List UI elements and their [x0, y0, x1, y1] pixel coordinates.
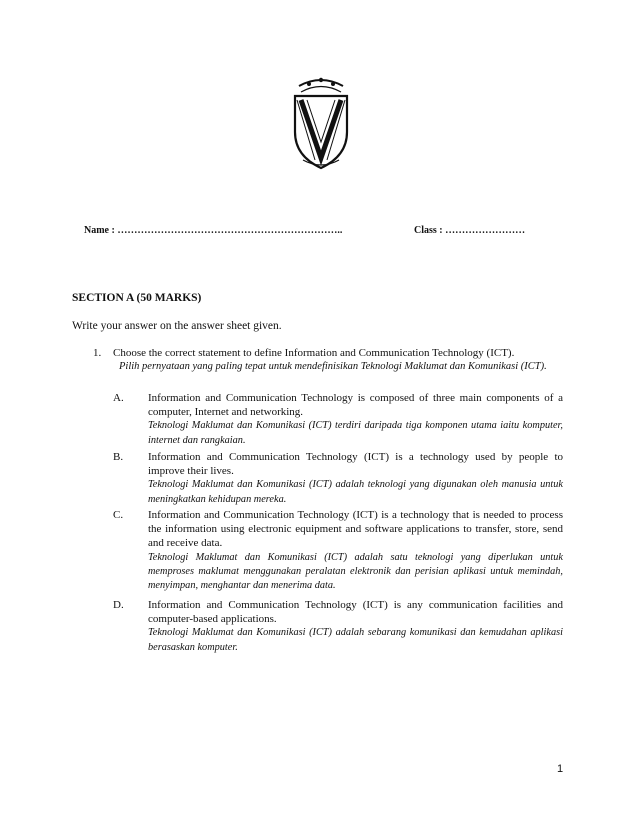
school-crest-logo	[285, 72, 357, 172]
question-text: Choose the correct statement to define Information and Communication Technology (ICT).	[113, 347, 515, 359]
option-letter: A.	[113, 392, 124, 404]
question-translation: Pilih pernyataan yang paling tepat untuk mendefinisikan Teknologi Maklumat dan Komunikasi (ICT).	[119, 361, 547, 372]
option-text-english: Information and Communication Technology (ICT) is a technology that is needed to process the information using electronic equipment and software applications to transfer, store, send and receive data.	[148, 509, 563, 550]
section-title: SECTION A (50 MARKS)	[72, 292, 202, 304]
option-text-english: Information and Communication Technology (ICT) is a technology used by people to improve their lives.	[148, 451, 563, 478]
option-text-english: Information and Communication Technology (ICT) is any communication facilities and computer-based applications.	[148, 599, 563, 626]
option-text-malay: Teknologi Maklumat dan Komunikasi (ICT) adalah satu teknologi yang diperlukan untuk memproses maklumat menggunakan peralatan elektronik dan perisian aplikasi untuk memindah, menyimpan, menghantar dan menerima data.	[148, 551, 563, 592]
question-number: 1.	[93, 347, 102, 359]
option-text-malay: Teknologi Maklumat dan Komunikasi (ICT) adalah sebarang komunikasi dan kemudahan aplikasi berasaskan komputer.	[148, 627, 563, 653]
option-letter: D.	[113, 599, 124, 611]
option-letter: C.	[113, 509, 124, 521]
option-text-malay: Teknologi Maklumat dan Komunikasi (ICT) adalah teknologi yang digunakan oleh manusia untuk meningkatkan kehidupan mereka.	[148, 479, 563, 505]
class-field-label: Class : ……………………	[414, 225, 526, 236]
option-letter: B.	[113, 451, 124, 463]
option-text-malay: Teknologi Maklumat dan Komunikasi (ICT) terdiri daripada tiga komponen utama iaitu komputer, internet dan rangkaian.	[148, 420, 563, 446]
name-field-label: Name : …………………………………………………………..	[84, 225, 343, 236]
page-number: 1	[557, 763, 564, 775]
section-instruction: Write your answer on the answer sheet given.	[72, 320, 282, 332]
option-text-english: Information and Communication Technology is composed of three main components of a computer, Internet and networking.	[148, 392, 563, 419]
